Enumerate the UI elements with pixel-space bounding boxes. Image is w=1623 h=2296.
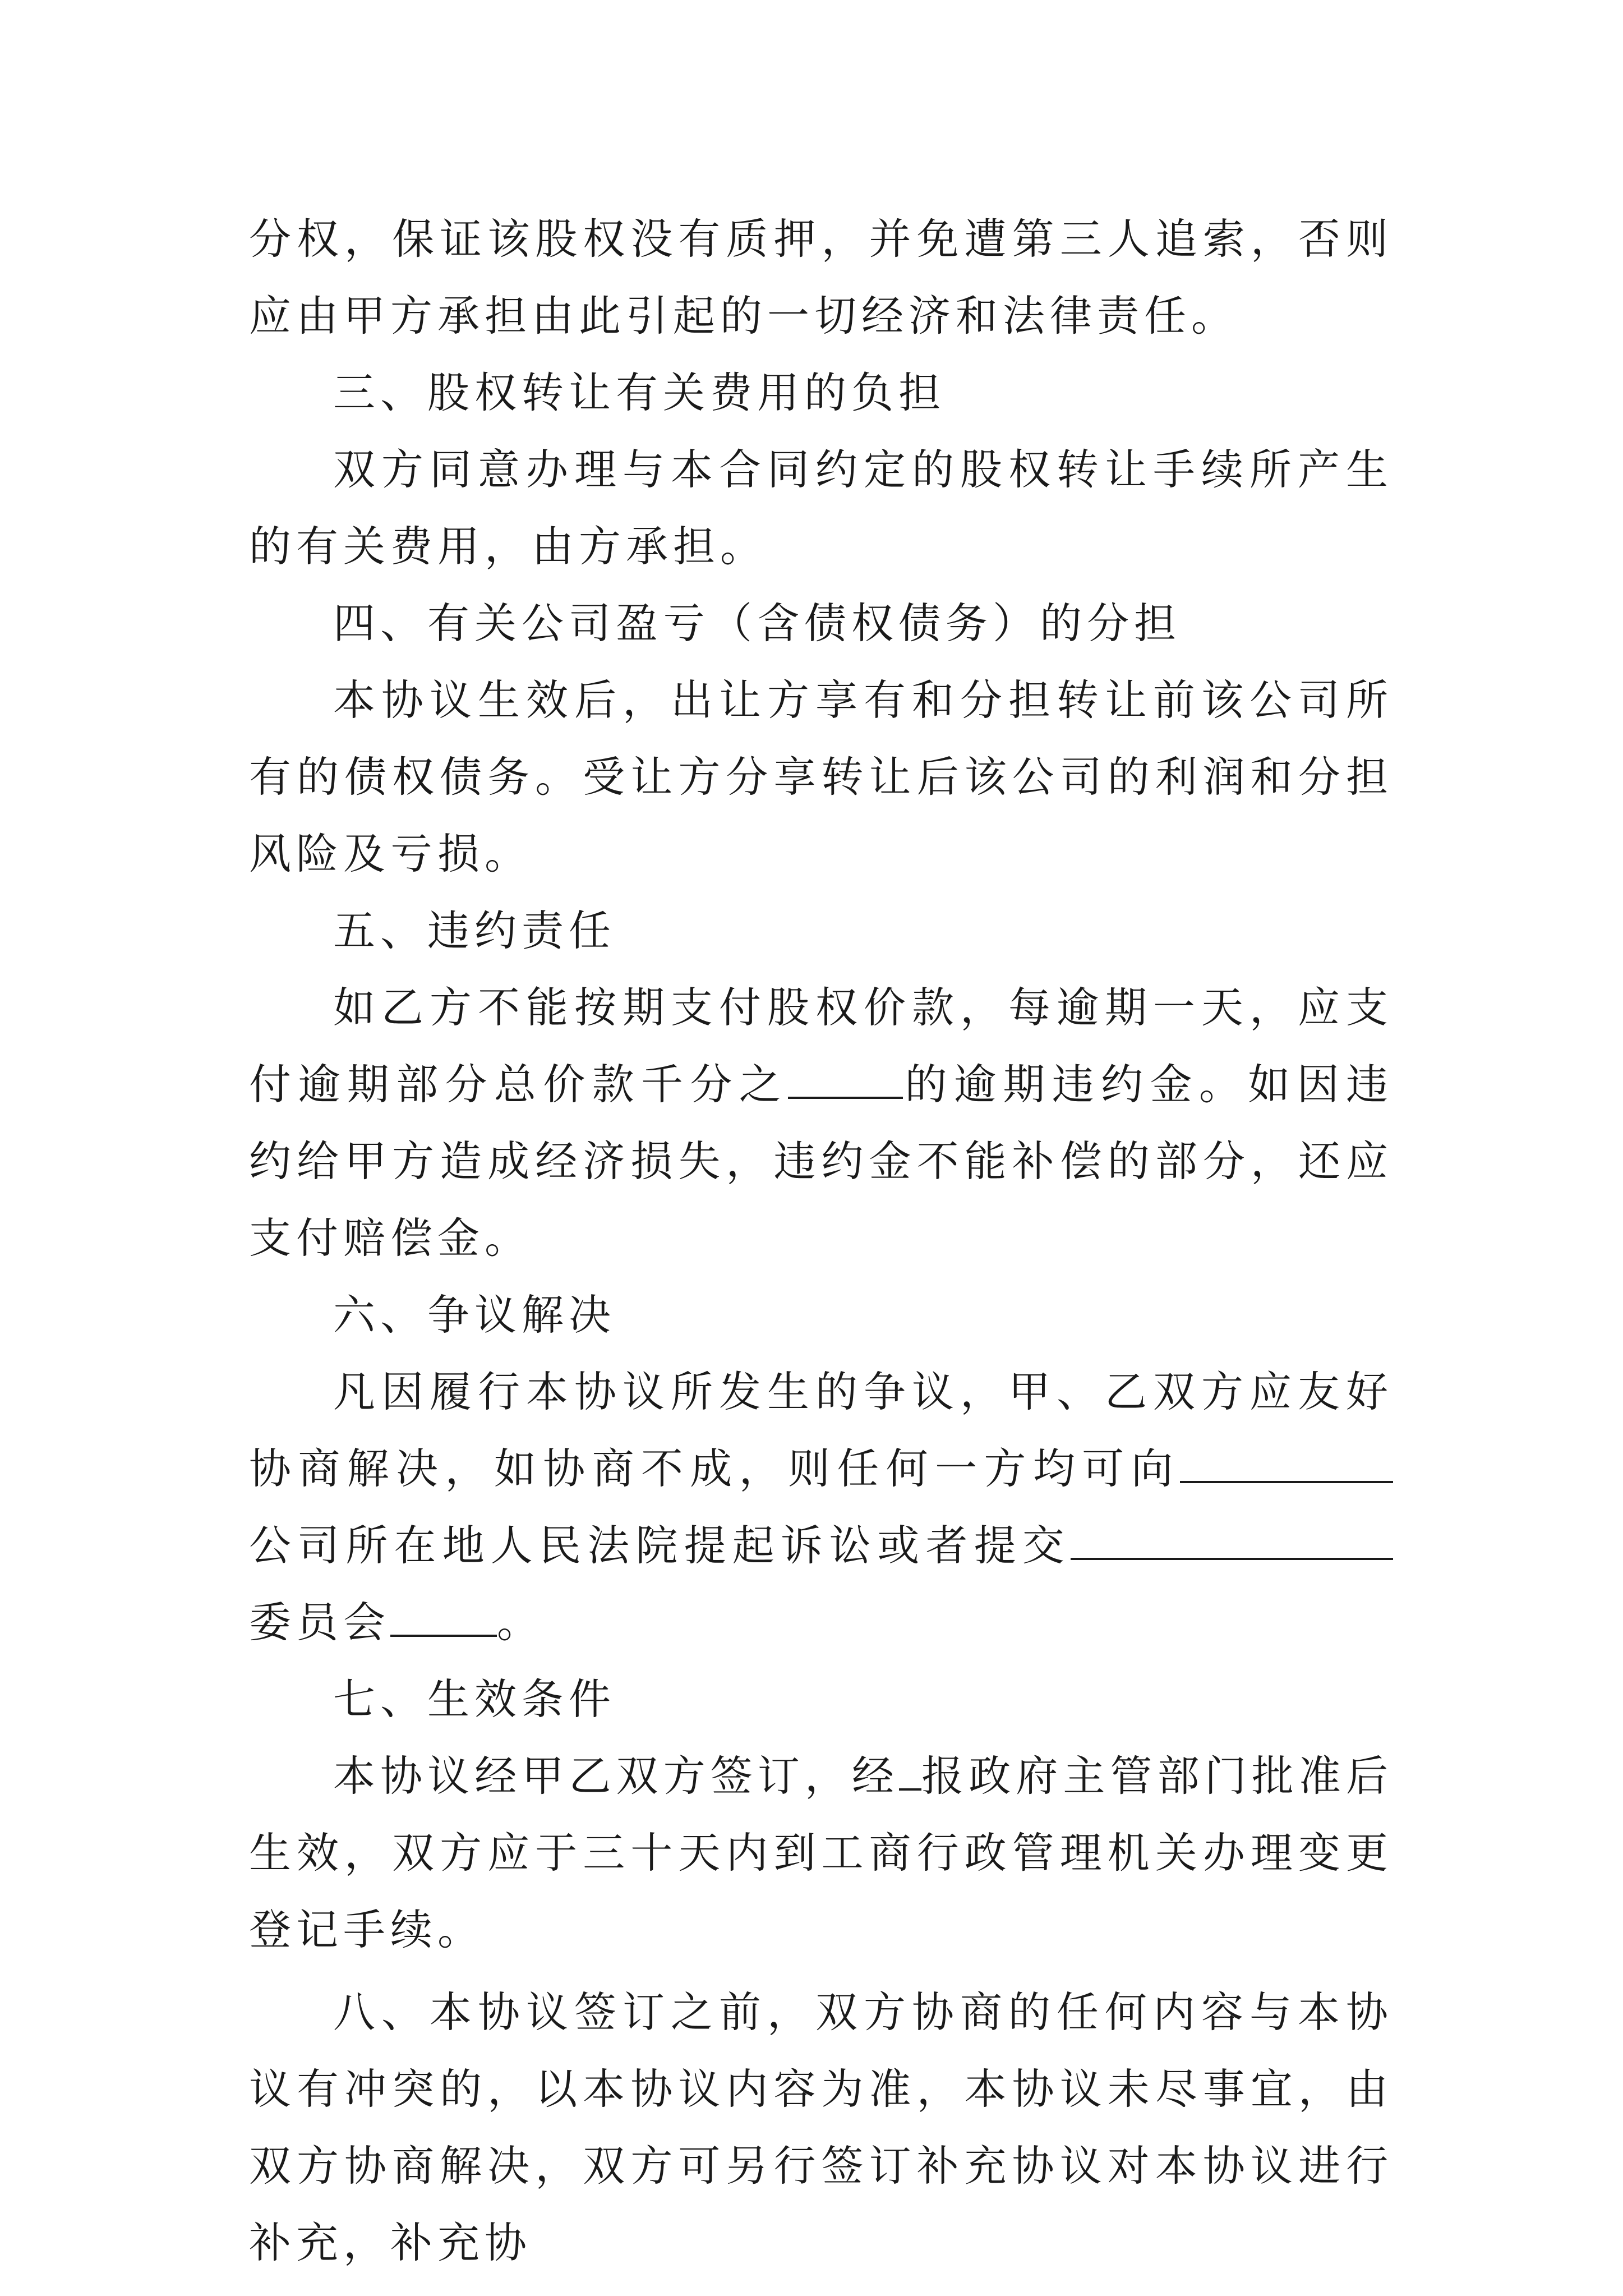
blank-approval — [899, 1754, 921, 1791]
effective-text-b: 报政府主管部门批准后生效，双方应于三十天内到工商行政管理机关办理变更登记手续。 — [249, 1751, 1393, 1954]
dispute-text-b: 公司所在地人民法院提起诉讼或者提交 — [249, 1521, 1071, 1570]
paragraph-breach-liability — [249, 969, 1393, 1277]
dispute-text-a: 凡因履行本协议所发生的争议，甲、乙双方应友好协商解决，如协商不成，则任何一方均可向 — [249, 1367, 1393, 1493]
heading-profit-loss: 四、有关公司盈亏（含债权债务）的分担 — [333, 599, 1182, 648]
blank-company-name — [1180, 1446, 1393, 1483]
paragraph-profit-loss: 本协议生效后，出让方享有和分担转让前该公司所有的债权债务。受让方分享转让后该公司的利润和分担风险及亏损。 — [249, 675, 1393, 878]
paragraph-dispute-resolution — [249, 1354, 1393, 1661]
blank-arbitration-body — [1071, 1523, 1393, 1560]
heading-effective-conditions: 七、生效条件 — [333, 1674, 616, 1724]
breach-text-a: 如乙方不能按期支付股权价款，每逾期一天，应支付逾期部分总价款千分之 — [249, 983, 1393, 1109]
dispute-text-c: 委员会 — [249, 1598, 391, 1647]
paragraph-effective-conditions — [249, 1738, 1393, 1968]
dispute-text-d: 。 — [497, 1598, 545, 1647]
heading-dispute-resolution: 六、争议解决 — [333, 1290, 616, 1340]
heading-breach-liability: 五、违约责任 — [333, 906, 616, 955]
paragraph-warranty-continued: 分权，保证该股权没有质押，并免遭第三人追索，否则应由甲方承担由此引起的一切经济和法律责任。 — [249, 214, 1393, 341]
heading-fee-burden: 三、股权转让有关费用的负担 — [333, 368, 946, 417]
document-body — [249, 201, 1393, 2281]
blank-penalty-rate — [788, 1062, 903, 1099]
blank-arbitration-detail — [390, 1600, 497, 1637]
paragraph-prior-agreements: 八、本协议签订之前，双方协商的任何内容与本协议有冲突的，以本协议内容为准，本协议未尽事宜，由双方协商解决，双方可另行签订补充协议对本协议进行补充，补充协 — [249, 1987, 1393, 2267]
paragraph-fee-burden: 双方同意办理与本合同约定的股权转让手续所产生的有关费用，由方承担。 — [249, 445, 1393, 571]
effective-text-a: 本协议经甲乙双方签订，经 — [333, 1751, 900, 1801]
breach-text-b: 的逾期违约金。如因违约给甲方造成经济损失，违约金不能补偿的部分，还应支付赔偿金。 — [249, 1060, 1393, 1263]
